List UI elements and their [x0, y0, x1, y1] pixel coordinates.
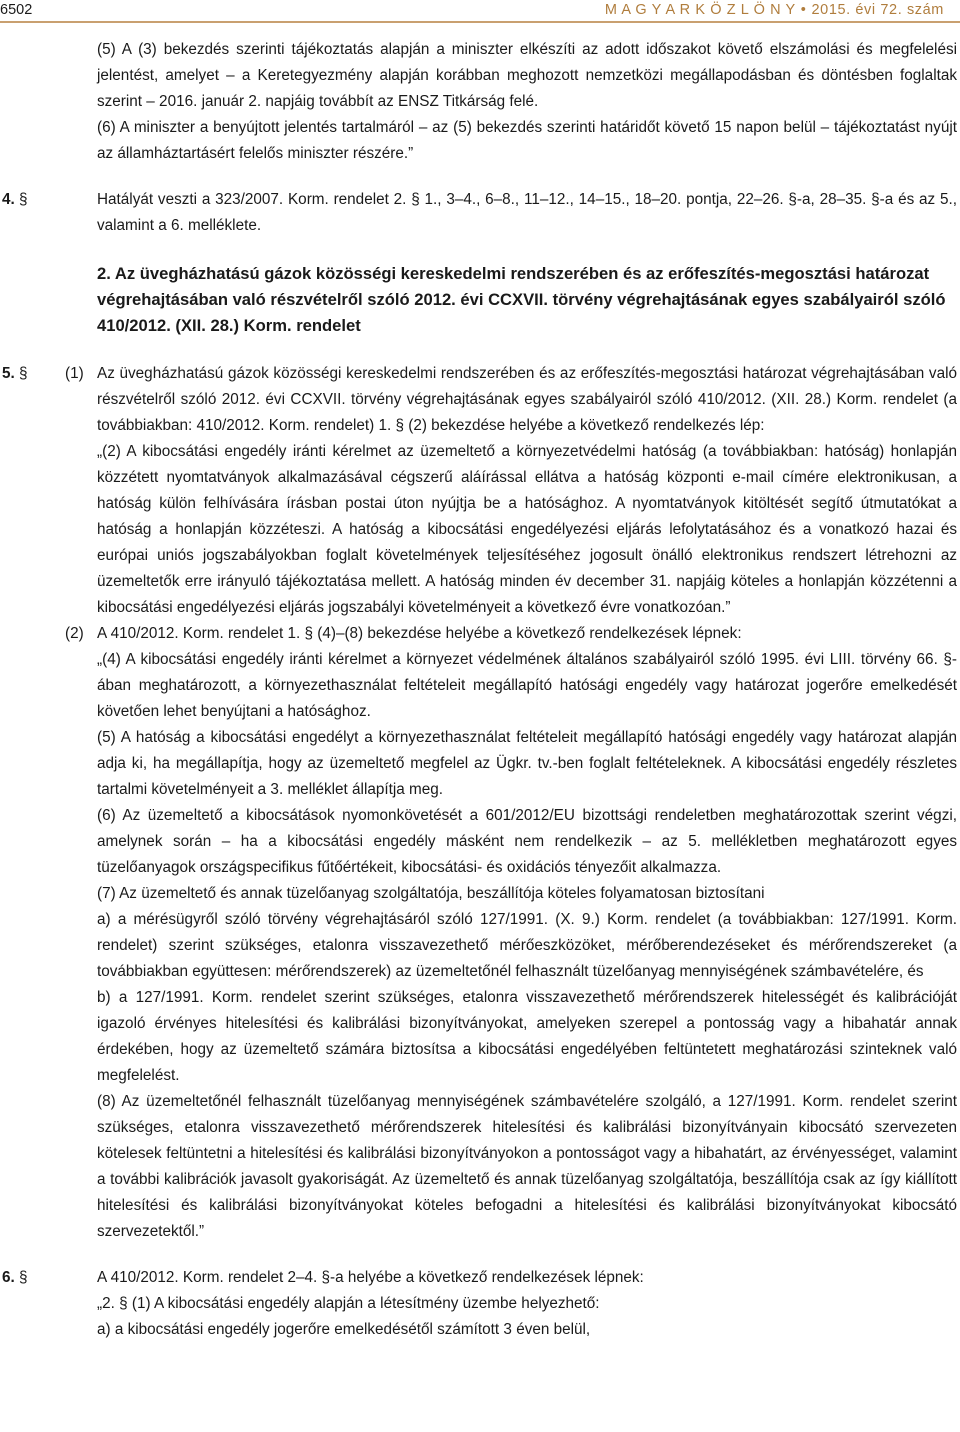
quoted-paragraph-6: (6) Az üzemeltető a kibocsátások nyomonkövetését a 601/2012/EU bizottsági rendeletben meghatározottak szerint végzi, amelynek során – ha a kibocsátási engedély másként nem rendelkezik – az 5. mellékletben meghatározott egyes tüzelőanyagok országspecifikus fűtőértékeit, kibocsátási- és oxidációs tényezőit alkalmazza.: [97, 807, 957, 876]
document-body: [0, 37, 960, 1343]
issue-number: 2015. évi 72. szám: [811, 2, 944, 18]
section-5: [0, 361, 960, 439]
subsection-1-text: Az üvegházhatású gázok közösségi kereskedelmi rendszerében és az erőfeszítés-megosztási határozat végrehajtásában való részvételről szóló 2012. évi CCXVII. törvény végrehajtásának egyes szabályairól szóló 410/2012. (XII. 28.) Korm. rendelet (a továbbiakban: 410/2012. Korm. rendelet) 1. § (2) bekezdése helyébe a következő rendelkezés lép:: [97, 365, 957, 434]
header-rule: [0, 21, 960, 23]
quoted-paragraph-2: „(2) A kibocsátási engedély iránti kérelmet az üzemeltető a környezetvédelmi hatóság (a továbbiakban: hatóság) honlapján közzétett nyomtatványok alkalmazásával cégszerű aláírással ellátva a hatóság központi e-mail címére elektronikusan, a hatóság külön felhívására írásban postai úton nyújtja be a hatósághoz. A nyomtatványok kitöltését segítő útmutatókat a hatóság a honlapján közzéteszi. A hatóság a kibocsátási engedélyezési eljárás lefolytatásához és a vonatkozó hazai és európai uniós jogszabályokban foglalt követelmények teljesítéséhez jogosult önálló elektronikus rendszert létrehozni az üzemeltetők erre irányuló tájékoztatása mellett. A hatóság minden év december 31. napjáig köteles a honlapján közzétenni a kibocsátási engedélyezési eljárás jogszabályi követelményeit a következő évre vonatkozóan.”: [97, 443, 957, 616]
quoted-section-2: „2. § (1) A kibocsátási engedély alapján a létesítmény üzembe helyezhető:: [97, 1295, 600, 1312]
page-number: 6502: [0, 2, 33, 18]
quoted-point-a: a) a mérésügyről szóló törvény végrehajtásáról szóló 127/1991. (X. 9.) Korm. rendelet (a továbbiakban: 127/1991. Korm. rendelet) szerint szükséges, etalonra visszavezethető mérőeszközöket, mérőberendezéseket és mérőrendszereket (a továbbiakban együttesen: mérőrendszerek) az üzemeltetőnél felhasznált tüzelőanyag mennyiségének számbavételére, és: [97, 911, 957, 980]
section-4-text: Hatályát veszti a 323/2007. Korm. rendelet 2. § 1., 3–4., 6–8., 11–12., 14–15., 18–20. pontja, 22–26. §-a, 28–35. §-a és az 5., valamint a 6. melléklete.: [97, 191, 957, 234]
publication-name: M A G Y A R K Ö Z L Ö N Y: [604, 2, 796, 18]
page-header: [0, 0, 960, 22]
section-symbol: §: [19, 191, 28, 208]
quoted-paragraph-8: (8) Az üzemeltetőnél felhasznált tüzelőanyag mennyiségének számbavételére szolgáló, a 127/1991. Korm. rendelet szerint szükséges, etalonra visszavezethető mérőrendszerek hitelesítési és kalibrálási bizonyítványain kibocsátó szervezeten kötelesek feltüntetni a hitelesítési és kalibrálási bizonyítványokon a pontosságot vagy a hibahatárt, az érvényességet, valamint a további kalibrációk javasolt gyakoriságát. Az üzemeltető és annak tüzelőanyag szolgáltatója, beszállítója csak az így kiállított hitelesítési és kalibrálási bizonyítványokat köteles befogadni a hitelesítési és kalibrálási bizonyítványokat kibocsátó szervezetektől.”: [97, 1093, 957, 1240]
section-6-text: A 410/2012. Korm. rendelet 2–4. §-a helyébe a következő rendelkezések lépnek:: [97, 1269, 644, 1286]
bullet-separator: •: [800, 2, 807, 18]
quoted-paragraph-4: „(4) A kibocsátási engedély iránti kérelmet a környezet védelmének általános szabályairól szóló 1995. évi LIII. törvény 66. §-ában meghatározott, a környezethasználat feltételeit megállapító hatósági engedély vagy határozat jogerőre emelkedését követően lehet benyújtani a hatósághoz.: [97, 651, 957, 720]
subsection-2-text: A 410/2012. Korm. rendelet 1. § (4)–(8) bekezdése helyébe a következő rendelkezések lépnek:: [97, 625, 742, 642]
running-title: [605, 2, 944, 18]
section-6: [0, 1265, 960, 1291]
section-symbol: §: [19, 365, 28, 382]
section-number: 4.: [2, 191, 15, 208]
section-number: 5.: [2, 365, 15, 382]
quoted-paragraph-5: (5) A hatóság a kibocsátási engedélyt a környezethasználat feltételeit megállapító hatósági engedély vagy határozat alapján adja ki, ha megállapítja, hogy az üzemeltető megfelel az Ügkr. tv.-ben foglalt feltételeknek. A kibocsátási engedély részletes tartalmi követelményeit a 3. melléklet állapítja meg.: [97, 729, 957, 798]
paragraph-6: (6) A miniszter a benyújtott jelentés tartalmáról – az (5) bekezdés szerinti határidőt követő 15 napon belül – tájékoztatást nyújt az államháztartásért felelős miniszter részére.”: [97, 119, 957, 162]
section-4: [0, 187, 960, 239]
paragraph-5: (5) A (3) bekezdés szerinti tájékoztatás alapján a miniszter elkészíti az adott időszakot követő elszámolási és megfelelési jelentést, amelyet – a Keretegyezmény alapján korábban meghozott nemzetközi megállapodásban és döntésben foglaltak szerint – 2016. január 2. napjáig továbbít az ENSZ Titkárság felé.: [97, 41, 957, 110]
quoted-paragraph-7: (7) Az üzemeltető és annak tüzelőanyag szolgáltatója, beszállítója köteles folyamatosan biztosítani: [97, 885, 765, 902]
quoted-section-2-point-a: a) a kibocsátási engedély jogerőre emelkedésétől számított 3 éven belül,: [97, 1321, 591, 1338]
quoted-point-b: b) a 127/1991. Korm. rendelet szerint szükséges, etalonra visszavezethető mérőrendszerek hitelességét és kalibrációját igazoló érvényes hitelesítési és kalibrálási bizonyítványokat, amelyeken szerepel a pontosság vagy a hibahatár annak érdekében, hogy az üzemeltető számára biztosítsa a kibocsátási engedélyében feltüntetett meghatározási szinteknek való megfelelést.: [97, 989, 957, 1084]
section-symbol: §: [19, 1269, 28, 1286]
subsection-number: (2): [65, 625, 84, 642]
subsection-number: (1): [65, 365, 84, 382]
section-number: 6.: [2, 1269, 15, 1286]
regulation-title: 2. Az üvegházhatású gázok közösségi kereskedelmi rendszerében és az erőfeszítés-megosztási határozat végrehajtásában való részvételről szóló 2012. évi CCXVII. törvény végrehajtásának egyes szabályairól szóló 410/2012. (XII. 28.) Korm. rendelet: [97, 264, 946, 335]
subsection-2: [0, 621, 960, 647]
